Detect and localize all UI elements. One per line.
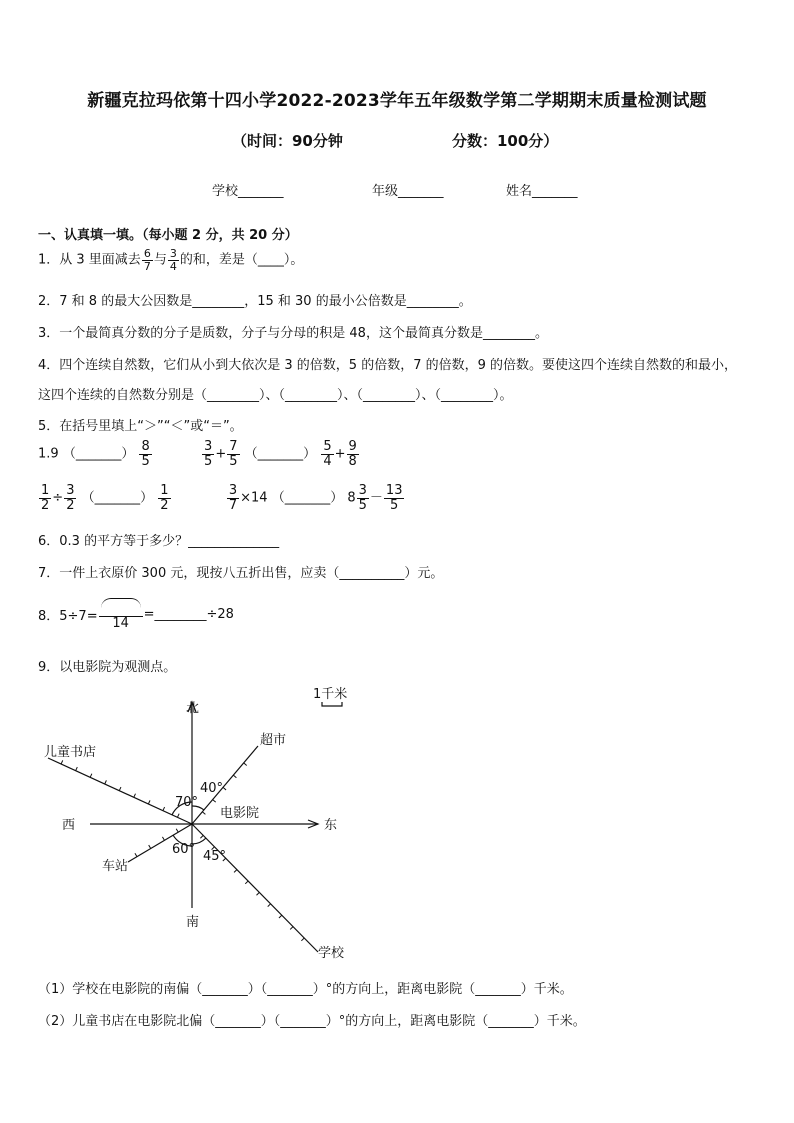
bookstore-tick [163,807,165,811]
q5-r2-b-frac: $\frac{3}{7}$ [228,483,238,513]
question-7: 7．一件上衣原价 300 元，现按八五折出售，应卖（__________）元。 [38,566,444,581]
q1-suffix: 的和，差是（____）。 [179,252,304,268]
q1-fraction-1: $\frac{6}{7}$ [143,247,151,273]
q5-r1-answer-2[interactable]: （_______） [244,446,317,462]
q5-r2-mixed-frac: $\frac{3}{5}$ [358,483,367,513]
supermarket-tick [233,775,236,778]
q5-r2-last-frac: $\frac{13}{5}$ [385,483,403,513]
school-tick [245,881,248,884]
south-label: 南 [186,915,200,930]
station-tick [149,845,151,848]
school-tick [279,915,282,918]
question-4-line-1: 4．四个连续自然数，它们从小到大依次是 3 的倍数，5 的倍数，7 的倍数，9 的倍数。要使这四个连续自然数的和最小， [38,358,738,373]
scale-bar [322,702,342,706]
q5-r1-answer-1[interactable]: （_______） [62,446,135,462]
score-label: 分数：100分） [452,132,559,150]
station-angle: 60° [172,842,196,857]
supermarket-tick [223,787,226,790]
bookstore-tick [148,800,150,804]
school-tick [256,892,259,895]
q5-r2-answer-1[interactable]: （_______） [81,490,154,506]
q5-r1-b-frac-1: $\frac{3}{5}$ [204,439,213,469]
station-tick [176,829,178,832]
bookstore-angle: 70° [175,795,199,810]
north-label: 北 [186,701,200,716]
supermarket-angle: 40° [200,781,224,796]
question-4-line-2: 这四个连续的自然数分别是（________）、（________）、（________）、（________）。 [38,388,513,403]
q5-r2-rfrac: $\frac{1}{2}$ [160,483,169,513]
q1-prefix: 1．从 3 里面减去 [38,252,141,268]
q1-mid: 与 [153,252,167,268]
q5-r1-rop: + [334,446,346,462]
school-tick [234,870,237,873]
school-tick [268,904,271,907]
bookstore-ray [48,758,192,824]
bookstore-tick [90,774,92,778]
supermarket-tick [244,763,247,766]
direction-diagram [0,680,794,970]
q5-row-2 [38,484,764,512]
q8-mid: =________÷28 [143,606,234,622]
school-angle: 45° [203,849,227,864]
grade-field[interactable]: 年级_______ [372,184,444,199]
q8-fraction: 14 [99,598,143,631]
question-3: 3．一个最简真分数的分子是质数，分子与分母的积是 48，这个最简真分数是________。 [38,326,548,341]
question-5: 5．在括号里填上“＞”“＜”或“＝”。 [38,419,243,434]
station-label: 车站 [102,859,129,874]
question-2: 2．7 和 8 的最大公因数是________，15 和 30 的最小公倍数是________。 [38,294,472,309]
station-tick [135,853,137,856]
name-field[interactable]: 姓名_______ [506,184,578,199]
question-9-1: （1）学校在电影院的南偏（_______）（_______）°的方向上，距离电影院（_______）千米。 [38,982,573,997]
bookstore-tick [119,787,121,791]
q1-fraction-2: $\frac{3}{4}$ [169,247,177,273]
school-label: 学校 [318,946,345,961]
question-1 [38,248,764,272]
bookstore-tick [177,814,179,818]
bookstore-tick [105,780,107,784]
question-8 [38,598,764,631]
question-9-2: （2）儿童书店在电影院北偏（_______）（_______）°的方向上，距离电影院（_______）千米。 [38,1014,586,1029]
q5-r2-frac-2: $\frac{3}{2}$ [66,483,75,513]
q5-r1-left-value: 1.9 [38,446,59,462]
q5-r2-mul: ×14 [240,490,268,506]
station-tick [162,837,164,840]
q5-r1-op: + [215,446,227,462]
cinema-label: 电影院 [220,806,260,821]
q5-r2-answer-2[interactable]: （_______） [271,490,344,506]
scale-label: 1千米 [313,687,348,702]
school-tick [301,938,304,941]
page-title: 新疆克拉玛依第十四小学2022-2023学年五年级数学第二学期期末质量检测试题 [87,91,707,111]
q5-r1-fraction: $\frac{8}{5}$ [141,439,150,469]
question-9: 9．以电影院为观测点。 [38,660,177,675]
bookstore-tick [61,760,63,764]
east-label: 东 [324,818,338,833]
supermarket-tick [213,800,216,803]
q5-r2-frac-1: $\frac{1}{2}$ [41,483,50,513]
section-heading: 一、认真填一填。（每小题 2 分，共 20 分） [38,228,298,243]
q5-r2-op: ÷ [52,490,64,506]
q5-r1-b-frac-2: $\frac{7}{5}$ [229,439,238,469]
bookstore-label: 儿童书店 [44,745,97,760]
q8-prefix: 8．5÷7= [38,608,98,624]
q5-r2-whole: 8 [347,490,356,506]
school-ray [192,824,318,952]
school-tick [290,927,293,930]
school-field[interactable]: 学校_______ [212,184,284,199]
supermarket-tick [202,812,205,815]
school-tick [200,835,203,838]
bookstore-tick [134,794,136,798]
supermarket-label: 超市 [260,733,287,748]
q8-numerator-blank[interactable] [99,598,143,617]
q5-r2-minus: － [369,490,383,506]
west-label: 西 [62,818,76,833]
question-6: 6．0.3 的平方等于多少？______________ [38,534,280,549]
bookstore-tick [76,767,78,771]
q5-r1-b-rfrac-2: $\frac{9}{8}$ [348,439,357,469]
q5-r1-b-rfrac-1: $\frac{5}{4}$ [323,439,332,469]
time-label: （时间：90分钟 [232,132,343,150]
q5-row-1 [38,440,764,468]
